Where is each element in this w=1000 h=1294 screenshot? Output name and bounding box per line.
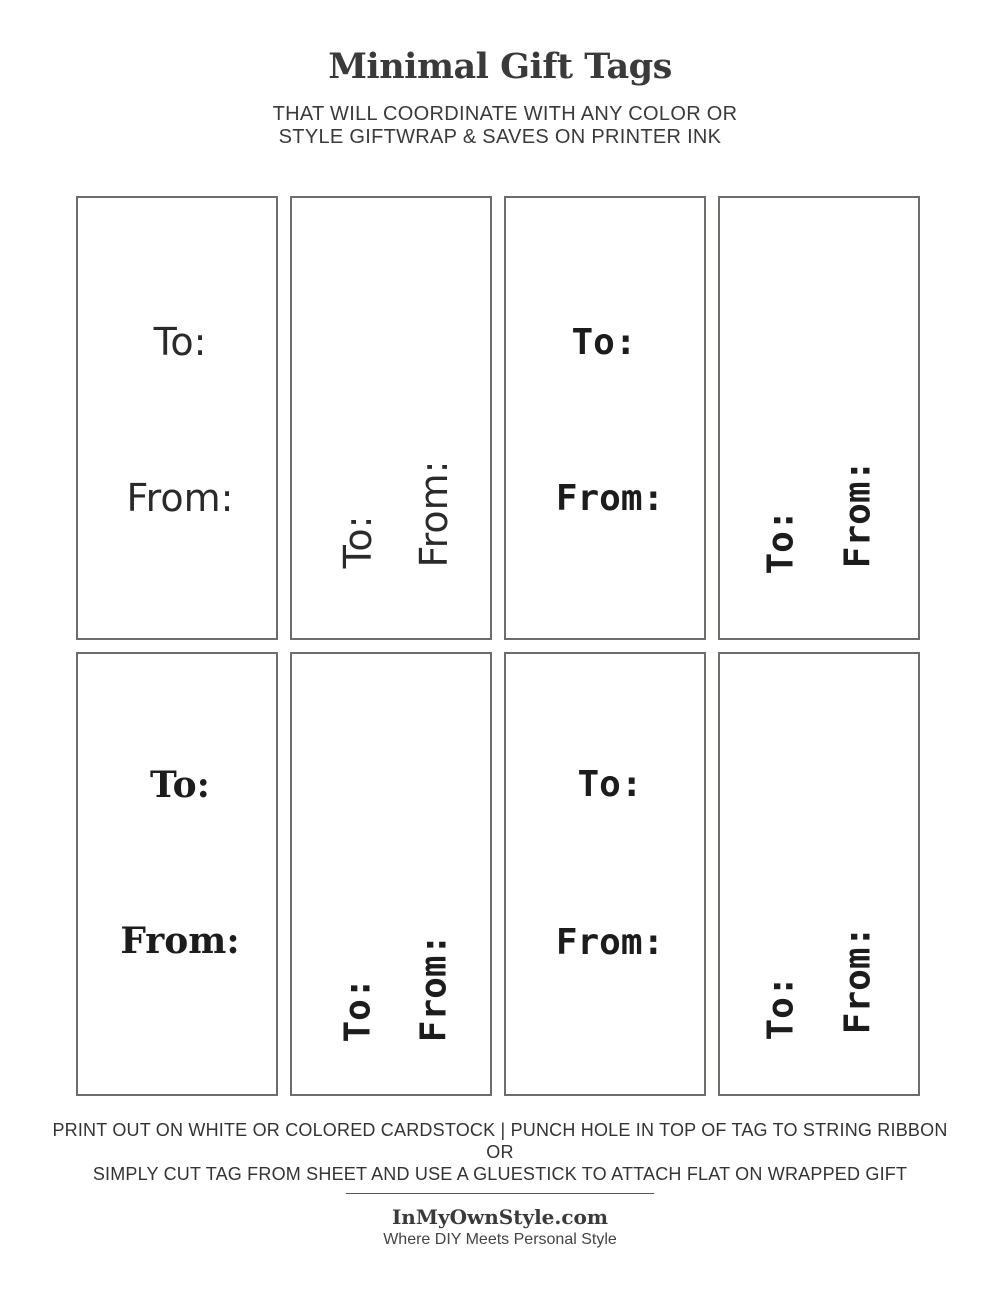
page-title: Minimal Gift Tags <box>328 46 672 87</box>
subtitle-line-1: THAT WILL COORDINATE WITH ANY COLOR OR <box>272 103 738 125</box>
gift-tag-1 <box>76 196 278 640</box>
gift-tag-4 <box>718 196 920 640</box>
site-tagline: Where DIY Meets Personal Style <box>383 1231 617 1248</box>
footer-divider <box>346 1193 654 1194</box>
tag-to-label: To: <box>153 320 207 364</box>
gift-tag-7 <box>504 652 706 1096</box>
gift-tag-2 <box>290 196 492 640</box>
tag-from-label: From: <box>413 933 455 1043</box>
instructions-or: OR <box>486 1142 514 1162</box>
instructions-line-3: SIMPLY CUT TAG FROM SHEET AND USE A GLUESTICK TO ATTACH FLAT ON WRAPPED GIFT <box>92 1164 908 1184</box>
tag-to-label: To: <box>336 515 380 569</box>
tag-to-label: To: <box>150 764 210 806</box>
tag-to-label: To: <box>760 975 802 1041</box>
tag-from-label: From: <box>126 476 234 520</box>
tag-from-label: From: <box>837 459 879 569</box>
tag-from-label: From: <box>412 460 456 568</box>
gift-tag-6 <box>290 652 492 1096</box>
tag-to-label: To: <box>571 322 637 363</box>
gift-tag-5 <box>76 652 278 1096</box>
site-name: InMyOwnStyle.com <box>391 1205 609 1229</box>
tag-from-label: From: <box>837 925 879 1035</box>
gift-tag-8 <box>718 652 920 1096</box>
gift-tag-3 <box>504 196 706 640</box>
tag-from-label: From: <box>555 922 665 963</box>
tag-from-label: From: <box>120 920 240 962</box>
instructions-line-1: PRINT OUT ON WHITE OR COLORED CARDSTOCK | PUNCH HOLE IN TOP OF TAG TO STRING RIBBON <box>52 1120 948 1140</box>
tag-to-label: To: <box>337 977 379 1043</box>
tag-to-label: To: <box>760 509 802 575</box>
tag-to-label: To: <box>577 764 643 805</box>
subtitle-line-2: STYLE GIFTWRAP & SAVES ON PRINTER INK <box>278 126 722 148</box>
tag-from-label: From: <box>555 478 665 519</box>
